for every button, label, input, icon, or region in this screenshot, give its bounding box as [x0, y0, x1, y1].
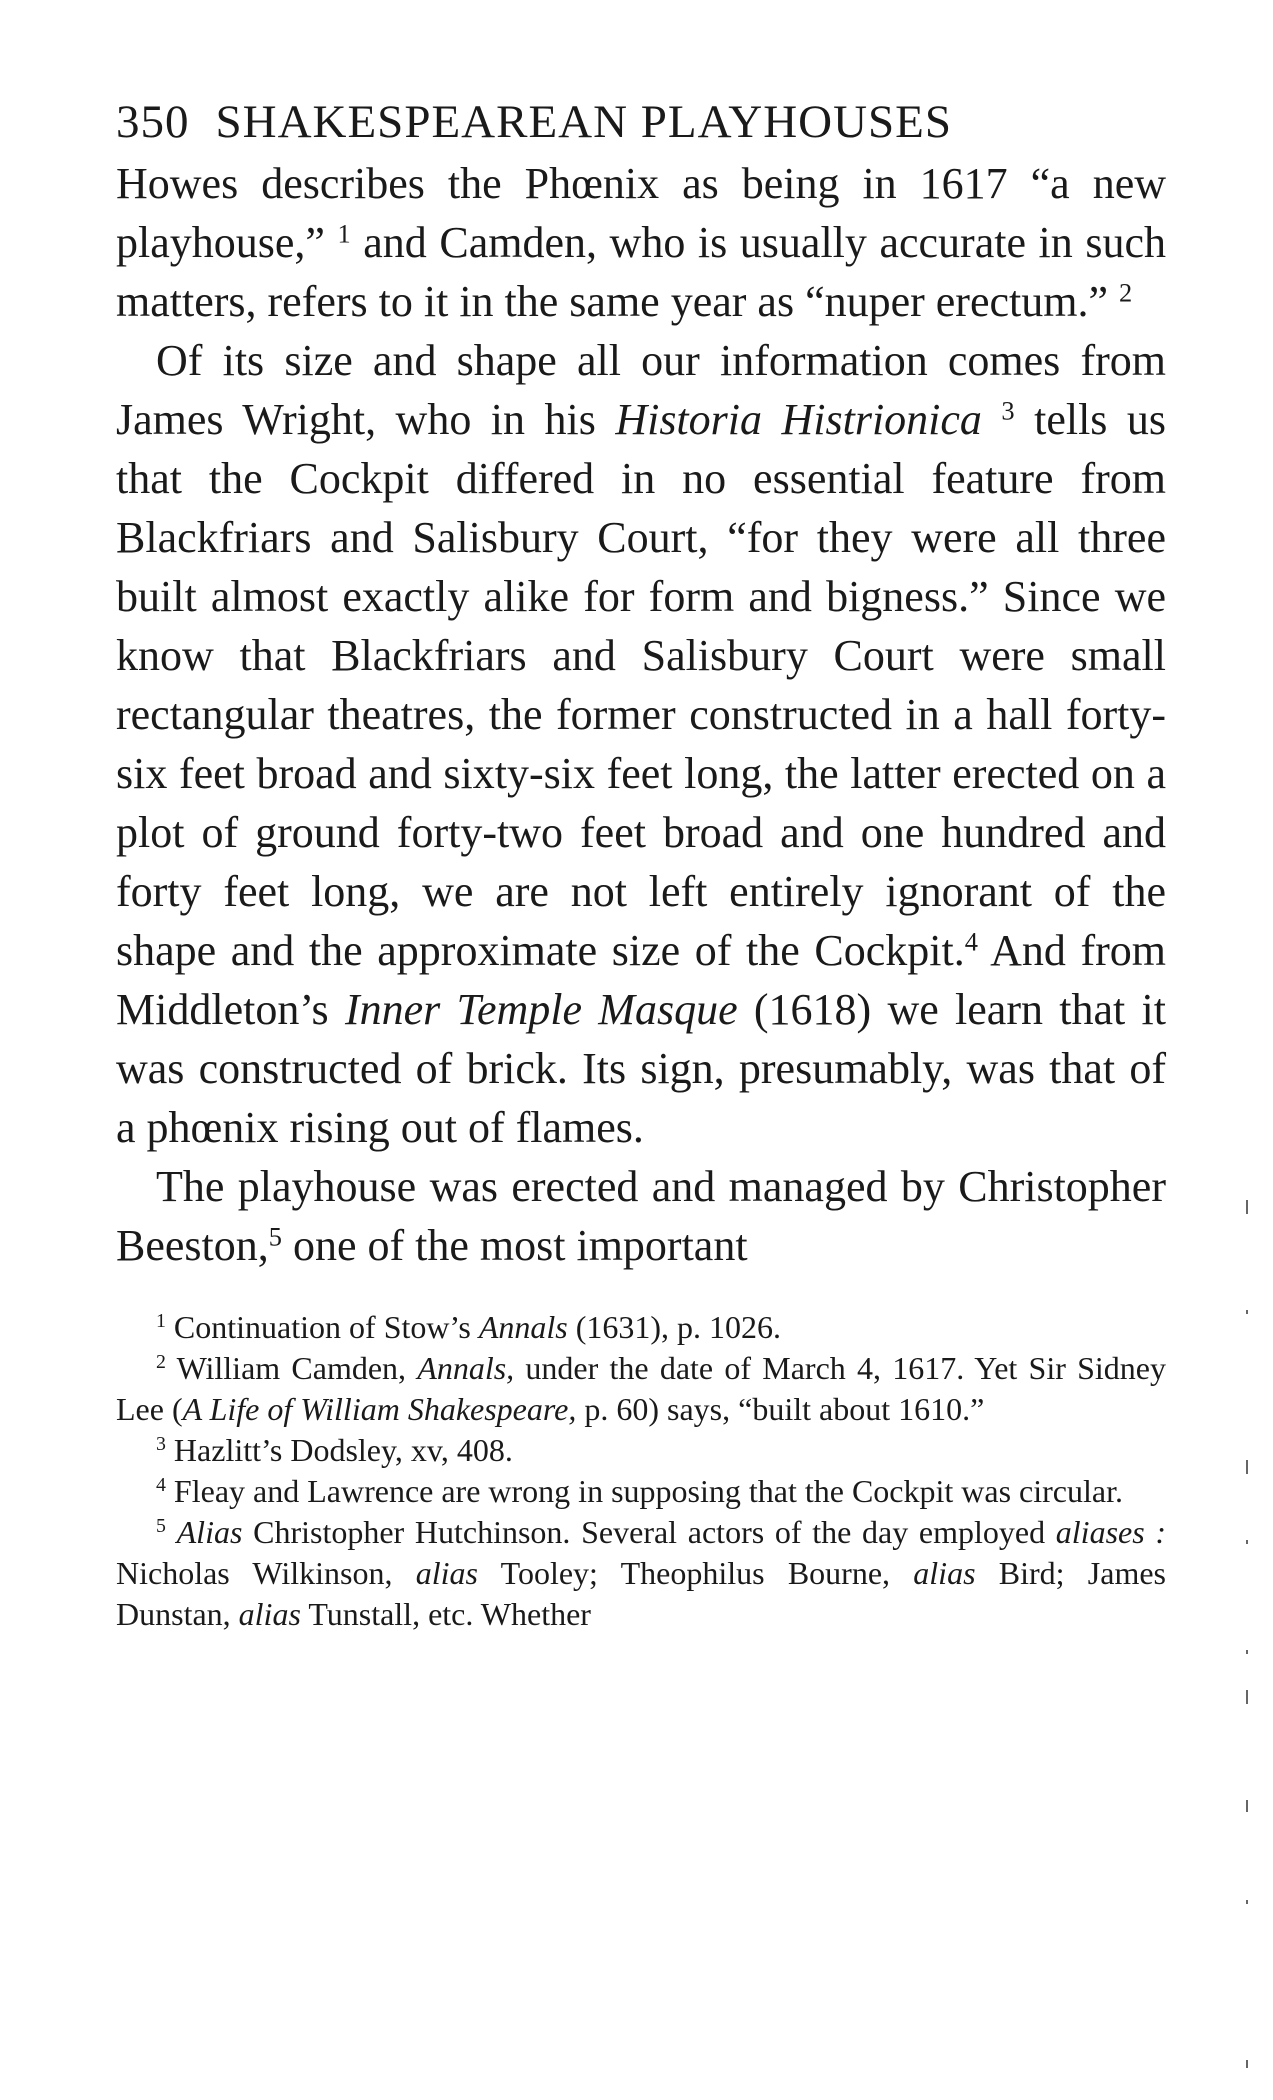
footnote-1: $^1$ Continuation of Stow’s Annals (1631), p. 1026.	[156, 1309, 782, 1345]
body-text	[116, 154, 1166, 1275]
footnote-ref-4: 4	[964, 926, 978, 957]
scan-mark	[1246, 1690, 1248, 1704]
scan-margin-marks	[1246, 1200, 1266, 2100]
paragraph-2: Of its size and shape all our information comes from James Wright, who in his Historia Histrionica $^3$ tells us that the Cockpit differed in no essential feature from Blackfriars and Salisbury Court, “for they were all three built almost exactly alike for form and bigness.” Since we know that Blackfriars and Salisbury Court were small rectangular theatres, the former constructed in a hall forty-six feet broad and sixty-six feet long, the latter erected on a plot of ground forty-two feet broad and one hundred and forty feet long, we are not left entirely ignorant of the shape and the approximate size of the Cockpit.$^4$ And from Middleton’s Inner Temple Masque (1618) we learn that it was constructed of brick. Its sign, presumably, was that of a phœnix rising out of flames.	[116, 336, 1167, 1152]
scan-mark	[1246, 1460, 1248, 1474]
scan-mark	[1246, 1310, 1248, 1314]
scan-mark	[1246, 1540, 1248, 1544]
title-italic: Inner Temple Masque	[344, 985, 738, 1034]
page-number: 350	[116, 96, 190, 148]
scan-mark	[1246, 1900, 1248, 1904]
scan-mark	[1246, 1650, 1248, 1654]
scan-mark	[1246, 1200, 1248, 1214]
paragraph-1: Howes describes the Phœnix as being in 1617 “a new playhouse,” $^1$ and Camden, who is usually accurate in such matters, refers to it in the same year as “nuper erectum.” $^2$	[116, 159, 1166, 326]
scan-mark	[1246, 2060, 1248, 2068]
footnote-5: $^5$ Alias Christopher Hutchinson. Several actors of the day employed aliases : Nicholas Wilkinson, alias Tooley; Theophilus Bourne, alias Bird; James Dunstan, alias Tunstall, etc. Whether	[116, 1514, 1167, 1632]
book-page	[116, 92, 1166, 1635]
scan-mark	[1246, 1800, 1248, 1812]
footnote-ref-1: 1	[337, 218, 351, 249]
running-head	[116, 92, 1166, 152]
footnote-ref-3: 3	[1001, 395, 1015, 426]
footnote-ref-2: 2	[1119, 277, 1133, 308]
footnotes	[116, 1307, 1166, 1635]
footnote-ref-5: 5	[268, 1221, 282, 1252]
footnote-2: $^2$ William Camden, Annals, under the date of March 4, 1617. Yet Sir Sidney Lee (A Life of William Shakespeare, p. 60) says, “built about 1610.”	[116, 1350, 1167, 1427]
footnote-3: $^3$ Hazlitt’s Dodsley, xv, 408.	[156, 1432, 513, 1468]
title-italic: Historia Histrionica	[615, 395, 982, 444]
paragraph-3: The playhouse was erected and managed by Christopher Beeston,$^5$ one of the most important	[116, 1162, 1166, 1270]
footnote-4: $^4$ Fleay and Lawrence are wrong in supposing that the Cockpit was circular.	[156, 1473, 1123, 1509]
running-title: SHAKESPEAREAN PLAYHOUSES	[215, 96, 953, 148]
